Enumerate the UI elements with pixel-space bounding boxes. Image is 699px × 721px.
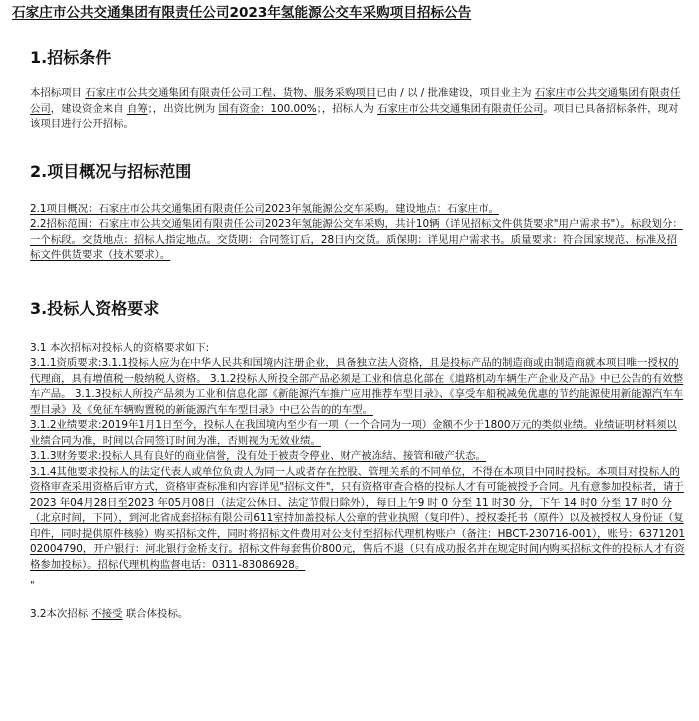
financial-requirement xyxy=(12,449,685,465)
section-2-overview xyxy=(12,202,685,218)
section-3-intro: 3.1 本次招标对投标人的资格要求如下: xyxy=(30,341,210,354)
tenderer: 石家庄市公共交通集团有限责任公司 xyxy=(377,102,544,115)
requirement-text: 3.1.4其他要求投标人的法定代表人或单位负责人为同一人或者存在控股、管理关系的不同单位，不得在本项目中同时投标。本项目对投标人的资格审查采用资格后审方式，资格审查标准和内容详见"招标文件"，只有资格审查合格的投标人才有可能被授予合同。凡有意参加投标者，请于 2023 年04月28日至2023 年05月08日（法定公休日、法定节假日除外），每日上午9 时 0 分至 11 时30 分，下午 14 时0 分至 17 时0 分（北京时间，下同），到河北省成套招标有限公司611室持加盖投标人公章的营业执照（复印件）、授权委托书（原件）以及被授权人身份证（复印件，同时提供原件核验）购买招标文件，同时将招标文件费用对公支付至招标代理机构账户（备注：HBCT-230716-001），账号：637120102004790，开户银行：河北银行金桥支行。招标文件每套售价800元，售后不退（只有成功报名并在规定时间内购买招标文件的投标人才有资格参加投标）。招标代理机构监督电话：0311-83086928。 xyxy=(30,465,686,571)
project-owner: 石家庄市公共交通集团有限责任公司 xyxy=(30,87,681,115)
other-requirement xyxy=(12,465,685,574)
requirement-text: 3.1.1资质要求:3.1.1投标人应为在中华人民共和国境内注册企业，具备独立法人资格，且是投标产品的制造商或由制造商就本项目唯一授权的代理商，具有增值税一般纳税人资格。 3.1.2投标人所投全部产品必须是工业和信息化部在《道路机动车辆生产企业及产品》中已公告的有效整车产品。 3.1.3投标人所投产品须为工业和信息化部《新能源汽车推广应用推荐车型目录》、《享受车船税减免优惠的节约能源使用新能源汽车车型目录》及《免征车辆购置税的新能源汽车车型目录》中已公告的的车型。 xyxy=(30,357,684,416)
page-title: 石家庄市公共交通集团有限责任公司2023年氢能源公交车采购项目招标公告 xyxy=(12,5,472,21)
text: 3.2本次招标 xyxy=(30,608,89,620)
section-1-paragraph xyxy=(12,86,685,133)
performance-requirement xyxy=(12,418,685,449)
text: 。项目已具备招标条件，现对该项目进行公开招标。 xyxy=(30,102,679,130)
project-name: 石家庄市公共交通集团有限责任公司工程、货物、服务采购项目 xyxy=(85,87,377,99)
section-1-heading: 1.招标条件 xyxy=(30,48,112,67)
text: 本招标项目 xyxy=(30,87,82,99)
section-2-scope xyxy=(12,217,685,264)
fund-source: 自筹 xyxy=(126,102,148,115)
section-2-heading: 2.项目概况与招标范围 xyxy=(30,161,192,181)
quote-mark: " xyxy=(30,580,35,591)
text: 联合体投标。 xyxy=(125,608,189,620)
tender-scope: 2.2招标范围：石家庄市公共交通集团有限责任公司2023年氢能源公交车采购，共计10辆（详见招标文件供货要求"用户需求书"）。标段划分：一个标段。交货地点：招标人指定地点。交货期：合同签订后，28日内交货。质保期：详见用户需求书。质量要求：符合国家规范、标准及招标文件供货要求（技术要求）。 xyxy=(30,218,683,261)
text: ；，招标人为 xyxy=(316,102,374,115)
qualification-requirement xyxy=(12,356,685,418)
requirement-text: 3.1.2业绩要求:2019年1月1日至今，投标人在我国境内至少有一项（一个合同为一项）金额不少于1800万元的类似业绩。业绩证明材料须以业绩合同为准，时间以合同签订时间为准，否则视为无效业绩。 xyxy=(30,419,677,447)
text: ，建设资金来自 xyxy=(50,102,124,115)
consortium-clause xyxy=(12,607,685,623)
text: 已由 / 以 / 批准建设，项目业主为 xyxy=(376,87,532,99)
consortium-value: 不接受 xyxy=(91,608,123,620)
text: ；，出资比例为 xyxy=(147,102,216,115)
requirement-text: 3.1.3财务要求:投标人具有良好的商业信誉，没有处于被责令停业、财产被冻结、接管和破产状态。 xyxy=(30,450,486,462)
fund-ratio: 国有资金：100.00% xyxy=(218,102,317,115)
section-3-heading: 3.投标人资格要求 xyxy=(30,298,160,318)
project-overview: 2.1项目概况：石家庄市公共交通集团有限责任公司2023年氢能源公交车采购。建设地点：石家庄市。 xyxy=(30,202,499,215)
